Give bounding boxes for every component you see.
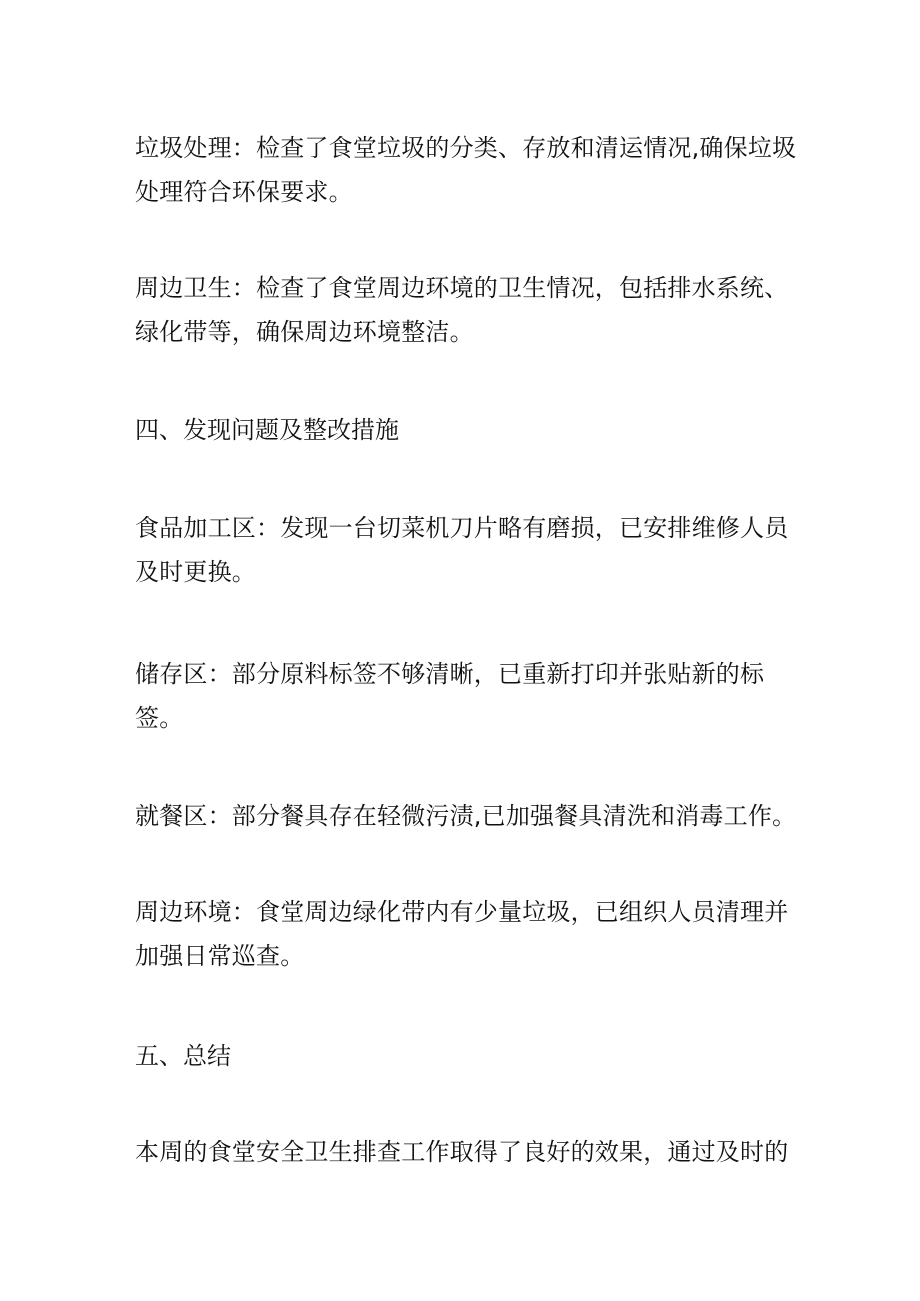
paragraph-food-processing [135,506,789,594]
paragraph-line: 处理符合环保要求。 [135,178,353,206]
paragraph-line: 签。 [135,704,184,732]
paragraph-line: 储存区：部分原料标签不够清晰，已重新打印并张贴新的标 [135,660,765,688]
paragraph-garbage-handling [135,126,797,214]
paragraph-line: 本周的食堂安全卫生排查工作取得了良好的效果，通过及时的 [135,1138,789,1166]
paragraph-dining [135,794,797,838]
paragraph-line: 食品加工区：发现一台切菜机刀片略有磨损，已安排维修人员 [135,514,789,542]
paragraph-line: 就餐区：部分餐具存在轻微污渍,已加强餐具清洗和消毒工作。 [135,802,797,830]
paragraph-storage [135,652,775,740]
paragraph-line: 垃圾处理：检查了食堂垃圾的分类、存放和清运情况,确保垃圾 [135,134,797,162]
paragraph-line: 及时更换。 [135,558,256,586]
paragraph-surroundings-env [135,890,789,978]
section-heading-problems: 四、发现问题及整改措施 [135,416,399,444]
section-heading-summary: 五、总结 [135,1042,231,1070]
paragraph-line: 周边环境：食堂周边绿化带内有少量垃圾，已组织人员清理并 [135,898,789,926]
paragraph-line: 加强日常巡查。 [135,942,305,970]
paragraph-summary [135,1130,789,1174]
paragraph-line: 绿化带等，确保周边环境整洁。 [135,318,474,346]
paragraph-surroundings-hygiene [135,266,789,354]
paragraph-line: 周边卫生：检查了食堂周边环境的卫生情况，包括排水系统、 [135,274,789,302]
